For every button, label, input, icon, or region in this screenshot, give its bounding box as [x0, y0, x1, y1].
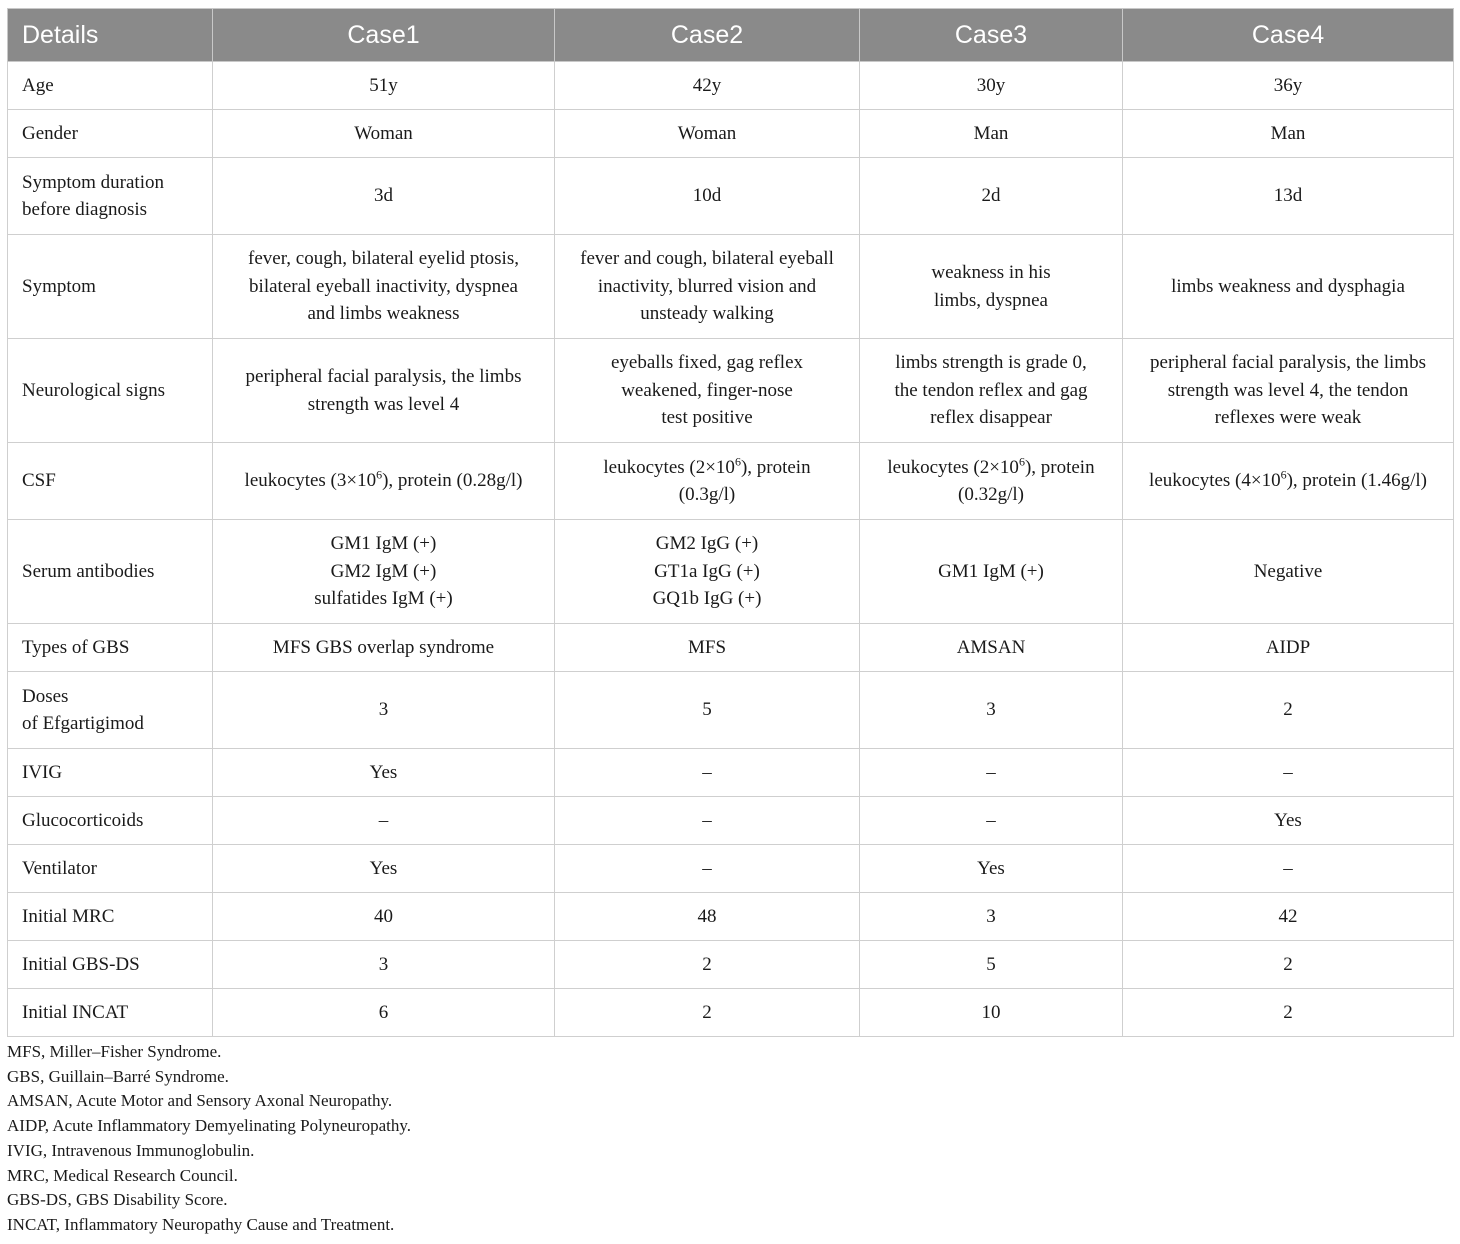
cell-line: limbs weakness and dysphagia	[1171, 275, 1405, 297]
table-cell: 2	[555, 941, 860, 989]
row-serum-antibodies	[8, 520, 1454, 624]
table-cell: 3	[213, 672, 555, 749]
cell-line: and limbs weakness	[307, 303, 460, 325]
table-cell	[213, 443, 555, 520]
table-cell: 2	[1123, 989, 1454, 1037]
table-cell	[213, 520, 555, 624]
csf-exponent: 6	[1280, 467, 1287, 482]
csf-text: ), protein	[740, 456, 811, 478]
csf-text: ), protein (1.46g/l)	[1286, 470, 1427, 492]
header-case1: Case1	[213, 9, 555, 62]
cell-line	[221, 467, 546, 495]
row-label	[8, 158, 213, 235]
row-gender	[8, 110, 1454, 158]
table-cell	[1123, 339, 1454, 443]
cell-line: peripheral facial paralysis, the limbs	[1150, 352, 1426, 374]
table-cell	[1123, 443, 1454, 520]
cell-line: GM2 IgM (+)	[330, 560, 437, 582]
table-cell	[860, 235, 1123, 339]
table-cell: 10d	[555, 158, 860, 235]
cell-line: strength was level 4	[307, 393, 460, 415]
table-cell: –	[1123, 845, 1454, 893]
table-cell: 30y	[860, 62, 1123, 110]
row-label: IVIG	[8, 749, 213, 797]
row-label: Initial GBS-DS	[8, 941, 213, 989]
row-neurological-signs	[8, 339, 1454, 443]
row-ivig	[8, 749, 1454, 797]
table-cell: Woman	[555, 110, 860, 158]
row-label: CSF	[8, 443, 213, 520]
csf-text: ), protein (0.28g/l)	[382, 470, 523, 492]
table-cell: –	[555, 797, 860, 845]
csf-text: ), protein	[1024, 456, 1095, 478]
csf-text: leukocytes (4×10	[1149, 470, 1281, 492]
table-cell: 3	[213, 941, 555, 989]
csf-exponent: 6	[734, 454, 741, 469]
table-cell	[555, 235, 860, 339]
cell-line: limbs, dyspnea	[934, 289, 1048, 311]
footnote: AMSAN, Acute Motor and Sensory Axonal Neuropathy.	[7, 1091, 393, 1111]
cell-line: reflex disappear	[930, 407, 1052, 429]
row-label: Initial MRC	[8, 893, 213, 941]
table-cell	[1123, 520, 1454, 624]
row-label	[8, 672, 213, 749]
table-cell: 3	[860, 893, 1123, 941]
cell-line: sulfatides IgM (+)	[314, 588, 453, 610]
table-cell: Yes	[213, 749, 555, 797]
cell-line: the tendon reflex and gag	[894, 379, 1088, 401]
table-cell: 48	[555, 893, 860, 941]
table-container	[7, 8, 1453, 1037]
header-details: Details	[8, 9, 213, 62]
header-case2: Case2	[555, 9, 860, 62]
row-label-line: Symptom duration	[22, 171, 164, 193]
csf-text: leukocytes (3×10	[244, 470, 377, 492]
footnote: GBS, Guillain–Barré Syndrome.	[7, 1066, 229, 1086]
table-cell: AIDP	[1123, 624, 1454, 672]
table-cell	[860, 443, 1123, 520]
table-cell: Yes	[860, 845, 1123, 893]
cell-line: GQ1b IgG (+)	[652, 588, 762, 610]
table-cell: 13d	[1123, 158, 1454, 235]
row-types-of-gbs	[8, 624, 1454, 672]
table-cell: Man	[1123, 110, 1454, 158]
table-cell	[1123, 235, 1454, 339]
row-label: Symptom	[8, 235, 213, 339]
row-label: Initial INCAT	[8, 989, 213, 1037]
table-cell	[860, 339, 1123, 443]
row-glucocorticoids	[8, 797, 1454, 845]
row-csf	[8, 443, 1454, 520]
table-cell: 2	[1123, 941, 1454, 989]
cell-line: inactivity, blurred vision and	[597, 275, 817, 297]
row-label: Types of GBS	[8, 624, 213, 672]
row-label: Gender	[8, 110, 213, 158]
table-cell: –	[860, 749, 1123, 797]
table-cell: 36y	[1123, 62, 1454, 110]
csf-exponent: 6	[1018, 454, 1025, 469]
cell-line	[563, 454, 851, 482]
cell-line: Negative	[1253, 560, 1323, 582]
table-cell: Yes	[1123, 797, 1454, 845]
cell-line: (0.3g/l)	[678, 484, 736, 505]
header-row	[8, 9, 1454, 62]
row-label: Serum antibodies	[8, 520, 213, 624]
table-cell: 3	[860, 672, 1123, 749]
table-cell: 2	[1123, 672, 1454, 749]
table-cell	[213, 235, 555, 339]
row-label-line: of Efgartigimod	[22, 713, 144, 734]
table-cell: 6	[213, 989, 555, 1037]
cell-line: eyeballs fixed, gag reflex	[610, 352, 804, 374]
table-cell: –	[213, 797, 555, 845]
csf-text: leukocytes (2×10	[603, 456, 735, 478]
cell-line: limbs strength is grade 0,	[895, 352, 1087, 374]
footnotes	[7, 1040, 411, 1238]
table-cell: Yes	[213, 845, 555, 893]
footnote: IVIG, Intravenous Immunoglobulin.	[7, 1140, 255, 1160]
table-cell	[213, 339, 555, 443]
csf-text: leukocytes (2×10	[887, 456, 1019, 478]
cell-line: peripheral facial paralysis, the limbs	[245, 366, 522, 387]
table-cell: –	[555, 749, 860, 797]
footnote: MRC, Medical Research Council.	[7, 1165, 238, 1185]
row-symptom-duration	[8, 158, 1454, 235]
table-cell: AMSAN	[860, 624, 1123, 672]
cell-line	[1131, 467, 1445, 495]
table-cell: MFS GBS overlap syndrome	[213, 624, 555, 672]
row-age	[8, 62, 1454, 110]
row-symptom	[8, 235, 1454, 339]
cell-line: GM1 IgM (+)	[330, 533, 437, 555]
cell-line: fever and cough, bilateral eyeball	[580, 248, 834, 270]
table-cell	[555, 339, 860, 443]
cell-line: test positive	[661, 407, 753, 429]
table-cell: –	[860, 797, 1123, 845]
table-cell: Woman	[213, 110, 555, 158]
csf-exponent: 6	[376, 467, 383, 482]
cell-line: GT1a IgG (+)	[654, 560, 760, 582]
table-cell: 2	[555, 989, 860, 1037]
table-cell: 10	[860, 989, 1123, 1037]
row-initial-gbs-ds	[8, 941, 1454, 989]
row-label-line: before diagnosis	[22, 199, 148, 220]
row-doses	[8, 672, 1454, 749]
case-table	[7, 8, 1454, 1037]
cell-line: weakened, finger-nose	[621, 379, 793, 401]
footnote: INCAT, Inflammatory Neuropathy Cause and Treatment.	[7, 1214, 395, 1234]
cell-line: bilateral eyeball inactivity, dyspnea	[249, 275, 518, 297]
header-case3: Case3	[860, 9, 1123, 62]
cell-line	[868, 454, 1114, 482]
table-cell: 40	[213, 893, 555, 941]
row-label: Neurological signs	[8, 339, 213, 443]
header-case4: Case4	[1123, 9, 1454, 62]
row-initial-mrc	[8, 893, 1454, 941]
cell-line: reflexes were weak	[1214, 407, 1362, 429]
cell-line: GM1 IgM (+)	[938, 560, 1044, 582]
table-cell: 42y	[555, 62, 860, 110]
row-label: Ventilator	[8, 845, 213, 893]
table-cell: Man	[860, 110, 1123, 158]
table-cell	[860, 520, 1123, 624]
table-cell: –	[1123, 749, 1454, 797]
footnote: AIDP, Acute Inflammatory Demyelinating Polyneuropathy.	[7, 1116, 411, 1136]
table-cell: 5	[860, 941, 1123, 989]
table-cell: MFS	[555, 624, 860, 672]
table-cell: 2d	[860, 158, 1123, 235]
table-cell: 42	[1123, 893, 1454, 941]
footnote: GBS-DS, GBS Disability Score.	[7, 1190, 228, 1210]
table-cell	[555, 520, 860, 624]
row-initial-incat	[8, 989, 1454, 1037]
cell-line: strength was level 4, the tendon	[1167, 379, 1409, 401]
footnote: MFS, Miller–Fisher Syndrome.	[7, 1042, 222, 1061]
cell-line: unsteady walking	[640, 303, 774, 325]
table-cell: 51y	[213, 62, 555, 110]
cell-line: fever, cough, bilateral eyelid ptosis,	[248, 248, 519, 270]
table-cell: 3d	[213, 158, 555, 235]
table-cell: 5	[555, 672, 860, 749]
cell-line: (0.32g/l)	[958, 484, 1024, 505]
row-ventilator	[8, 845, 1454, 893]
table-cell	[555, 443, 860, 520]
row-label: Age	[8, 62, 213, 110]
cell-line: weakness in his	[931, 262, 1051, 283]
cell-line: GM2 IgG (+)	[655, 533, 759, 555]
row-label: Glucocorticoids	[8, 797, 213, 845]
row-label-line: Doses	[22, 685, 69, 707]
table-cell: –	[555, 845, 860, 893]
